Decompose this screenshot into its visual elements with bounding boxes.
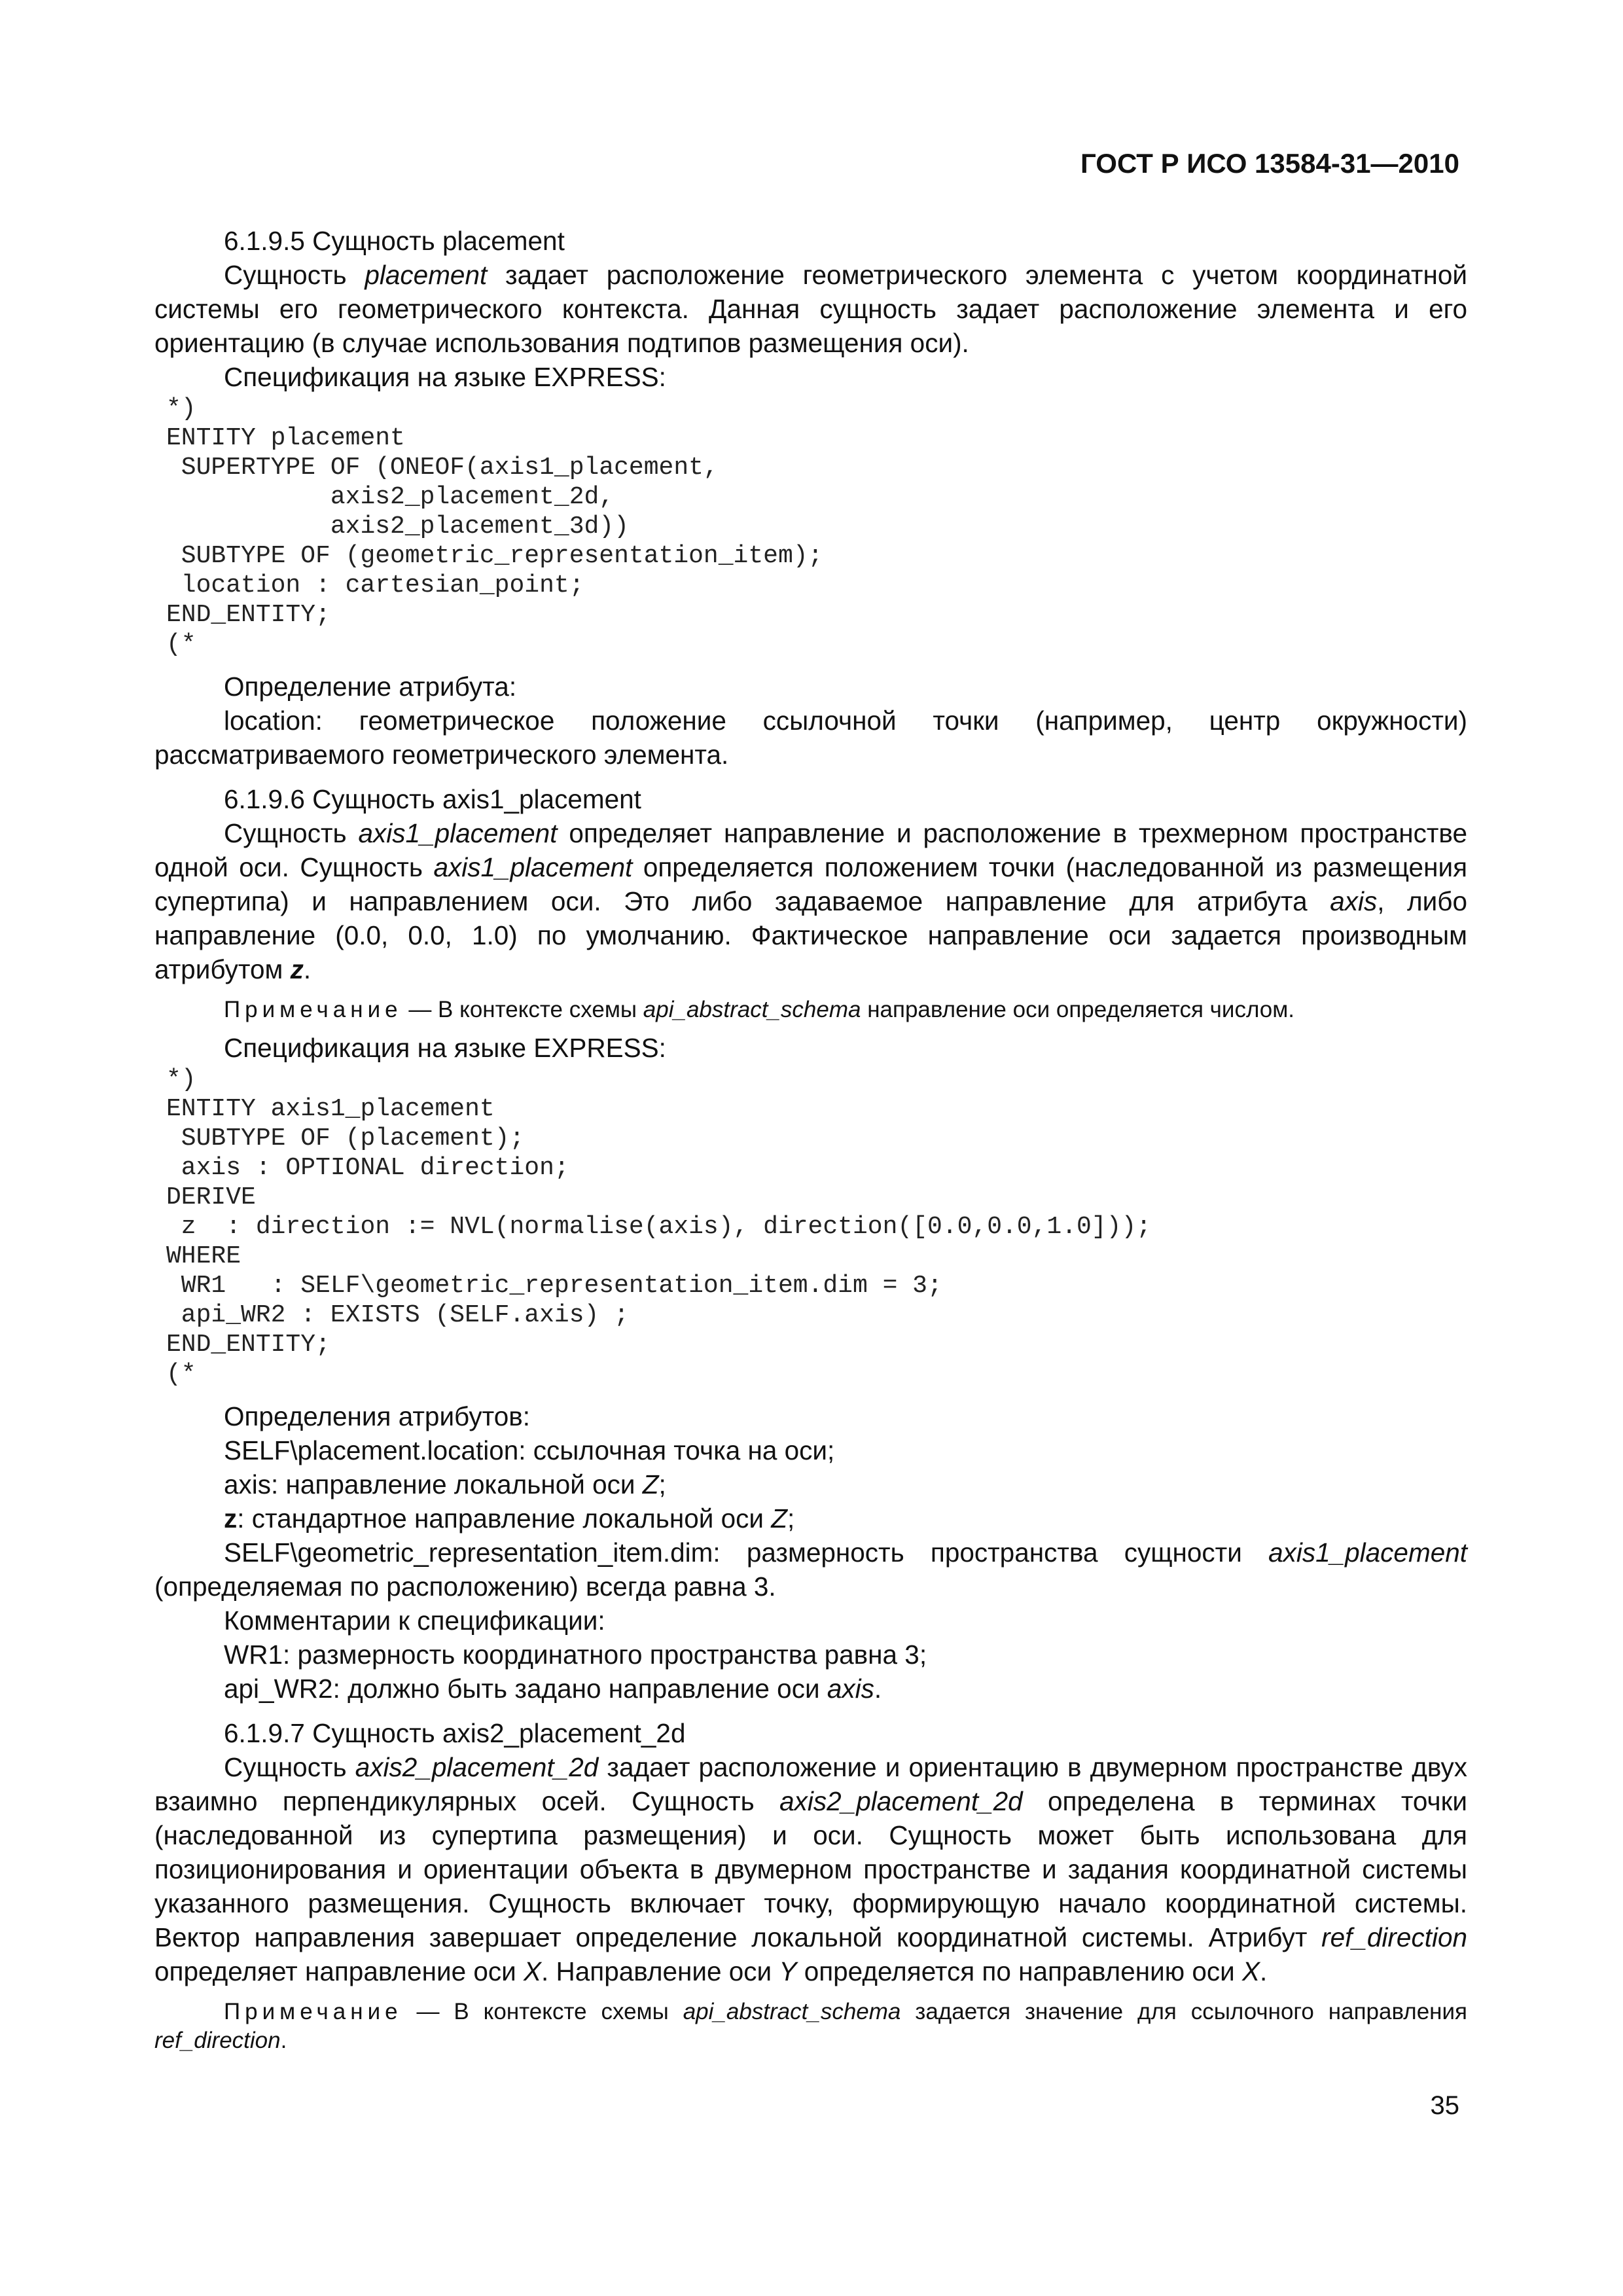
note (154, 996, 1467, 1024)
page-number: 35 (1430, 2091, 1459, 2120)
text-run: axis: направление локальной оси (224, 1469, 643, 1499)
text-run: Сущность (224, 1752, 355, 1782)
text-run: определена в терминах точки (наследованной из супертипа размещения) и оси. Сущность может быть использована для позиционирования и ориентации объекта в двумерном пространстве и задания координатной системы указанного размещения. Сущность включает точку, формирующую начало координатной системы. Вектор направления завершает определение локальной координатной системы. Атрибут (154, 1786, 1468, 1952)
attribute-definition (154, 1501, 1467, 1535)
axis-name: X (1241, 1956, 1260, 1986)
entity-name: placement (365, 260, 488, 290)
text-run: ; (787, 1503, 795, 1534)
entity-name: axis1_placement (433, 852, 633, 882)
comment-item: WR1: размерность координатного пространства равна 3; (224, 1640, 927, 1670)
attributes-title: Определения атрибутов: (224, 1401, 531, 1431)
entity-name: axis2_placement_2d (779, 1786, 1023, 1816)
note (154, 1998, 1467, 2055)
section-heading: 6.1.9.7 Сущность axis2_placement_2d (224, 1718, 686, 1748)
attribute-name: axis (827, 1674, 874, 1704)
text-run: определяет направление оси (154, 1956, 524, 1986)
text-run: SELF\geometric_representation_item.dim: размерность пространства сущности (224, 1537, 1269, 1568)
text-run: api_WR2: должно быть задано направление оси (224, 1674, 827, 1704)
spec-label: Спецификация на языке EXPRESS: (224, 362, 666, 392)
entity-name: axis2_placement_2d (355, 1752, 599, 1782)
entity-name: axis1_placement (358, 818, 558, 848)
attribute-name: ref_direction (154, 2028, 281, 2053)
text-run: (определяемая по расположению) всегда равна 3. (154, 1571, 776, 1602)
page-content (154, 224, 1467, 2062)
schema-name: api_abstract_schema (643, 997, 861, 1022)
text-run: — В контексте схемы (402, 1999, 683, 2024)
express-code-block: *) ENTITY placement SUPERTYPE OF (ONEOF(axis1_placement, axis2_placement_2d, axis2_placement_3d)) SUBTYPE OF (geometric_representation_item); location : cartesian_point; END_ENTITY; (* (166, 395, 823, 658)
text-run: задается значение для ссылочного направления (901, 1999, 1467, 2024)
text-run: : стандартное направление локальной оси (237, 1503, 772, 1534)
attribute-title: Определение атрибута: (224, 672, 517, 702)
comment-item (154, 1672, 1467, 1706)
section-heading: 6.1.9.5 Сущность placement (224, 226, 565, 256)
section-heading: 6.1.9.6 Сущность axis1_placement (224, 784, 641, 814)
attribute-name: ref_direction (1321, 1922, 1467, 1952)
text-run: задает расположение геометрического элемента с учетом координатной системы его геометрического контекста. Данная сущность задает расположение элемента и его ориентацию (в случае использования подтипов размещения оси). (154, 260, 1467, 358)
text-run: направление оси определяется числом. (861, 997, 1295, 1022)
entity-name: axis1_placement (1268, 1537, 1467, 1568)
attribute-name: axis (1330, 886, 1378, 916)
section-description (154, 816, 1467, 986)
section-description (154, 258, 1467, 360)
comments-title: Комментарии к спецификации: (224, 1605, 605, 1636)
axis-name: Y (779, 1956, 797, 1986)
text-run: определяется по направлению оси (796, 1956, 1242, 1986)
note-label: Примечание (224, 997, 402, 1022)
text-run: определяется положением точки (наследованной из размещения супертипа) и направлением оси. Это либо задаваемое направление для атрибута (154, 852, 1468, 916)
text-run: . (303, 954, 312, 984)
text-run: — В контексте схемы (402, 997, 643, 1022)
attribute-definition: SELF\placement.location: ссылочная точка на оси; (224, 1435, 835, 1465)
express-code-block: *) ENTITY axis1_placement SUBTYPE OF (placement); axis : OPTIONAL direction; DERIVE z : direction := NVL(normalise(axis), direction([0.0,0.0,1.0])); WHERE WR1 : SELF\geometric_representation_item.dim = 3; api_WR2 : EXISTS (SELF.axis) ; END_ENTITY; (* (166, 1066, 1152, 1388)
note-label: Примечание (224, 1999, 402, 2024)
document-header: ГОСТ Р ИСО 13584-31—2010 (1080, 148, 1459, 179)
attribute-definition (154, 1535, 1467, 1604)
text-run: . (874, 1674, 882, 1704)
section-description (154, 1750, 1467, 1988)
axis-name: Z (642, 1469, 659, 1499)
axis-name: Z (771, 1503, 788, 1534)
text-run: , либо направление (0.0, 0.0, 1.0) по умолчанию. Фактическое направление оси задается производным атрибутом (154, 886, 1467, 984)
attribute-definition (154, 1467, 1467, 1501)
attribute-definition: location: геометрическое положение ссылочной точки (например, центр окружности) рассматриваемого геометрического элемента. (154, 706, 1467, 770)
text-run: Сущность (224, 818, 359, 848)
text-run: . Направление оси (541, 1956, 779, 1986)
text-run: ; (658, 1469, 666, 1499)
schema-name: api_abstract_schema (683, 1999, 901, 2024)
attribute-name: z (224, 1503, 238, 1534)
text-run: . (280, 2028, 287, 2053)
text-run: задает расположение и ориентацию в двумерном пространстве двух взаимно перпендикулярных осей. Сущность (154, 1752, 1467, 1816)
spec-label: Спецификация на языке EXPRESS: (224, 1033, 666, 1063)
text-run: определяет направление и расположение в трехмерном пространстве одной оси. Сущность (154, 818, 1467, 882)
axis-name: X (524, 1956, 542, 1986)
text-run: . (1260, 1956, 1268, 1986)
attribute-name: z (290, 954, 304, 984)
text-run: Сущность (224, 260, 365, 290)
